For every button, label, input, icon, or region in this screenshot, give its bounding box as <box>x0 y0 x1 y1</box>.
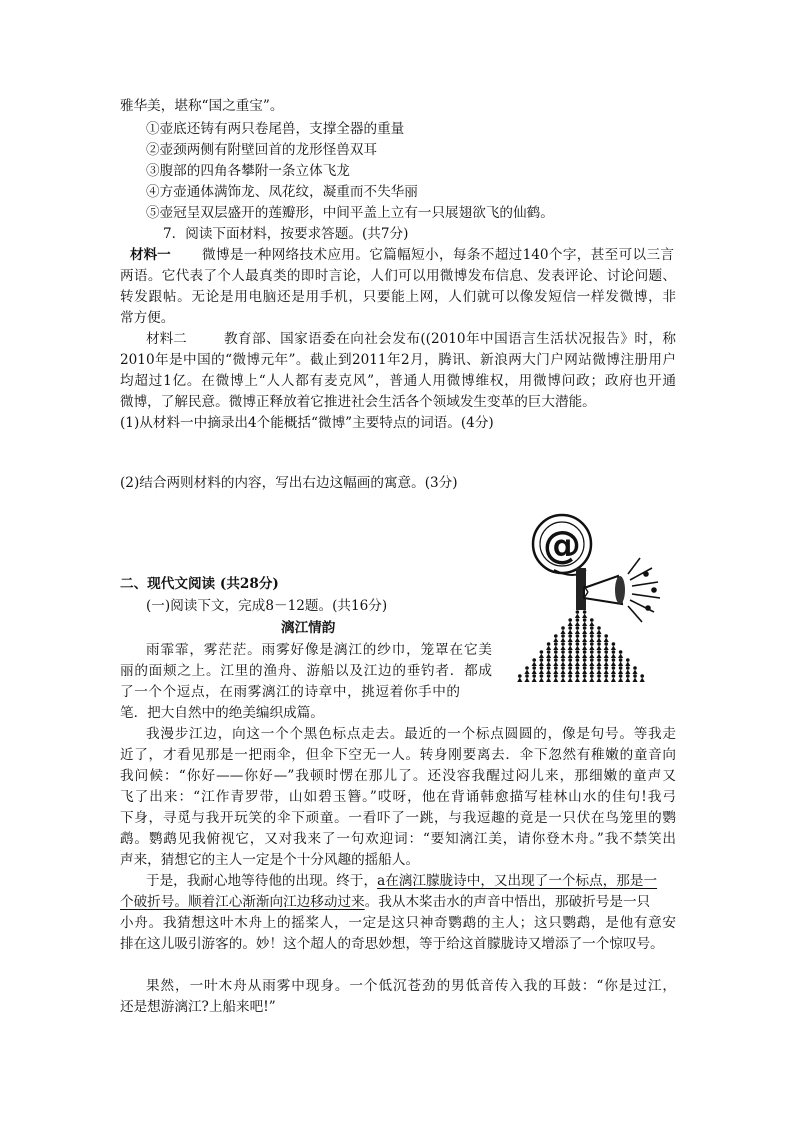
crowd-person-body <box>589 670 594 675</box>
crowd-person-head <box>525 666 529 670</box>
crowd-person-head <box>576 642 580 646</box>
crowd-person-head <box>568 650 572 654</box>
crowd-person-body <box>596 646 601 651</box>
crowd-person-head <box>590 666 594 670</box>
crowd-person-head <box>583 634 587 638</box>
option-1: ①壶底还铸有两只卷尾兽，支撑全器的重量 <box>146 121 405 137</box>
crowd-person-body <box>589 678 594 683</box>
p1-line-2: 丽的面颊之上。江里的渔舟、游船以及江边的垂钓者．都成 <box>120 663 492 679</box>
crowd-person-head <box>590 618 594 622</box>
crowd-person-head <box>583 674 587 678</box>
question-7: 7．阅读下面材料，按要求答题。(共7分) <box>163 226 409 242</box>
crowd-person-head <box>590 642 594 646</box>
crowd-person-body <box>604 638 609 643</box>
material-2-line-4: 微博，了解民意。微博正释放着它推进社会生活各个领域发生变革的巨大潜能。 <box>120 394 596 410</box>
p2-line-2: 近了，才看见那是一把雨伞，但伞下空无一人。转身刚要离去．伞下忽然有稚嫩的童音向 <box>120 747 676 763</box>
crowd-person-body <box>632 678 637 683</box>
p2-line-5: 下身，寻觅与我开玩笑的伞下顽童。一看吓了一跳，与我逗趣的竟是一只伏在鸟笼里的鹦 <box>120 810 676 826</box>
crowd-person-head <box>619 674 623 678</box>
crowd-person-head <box>612 650 616 654</box>
crowd-pyramid-icon <box>517 610 645 682</box>
p4-line-2: 还是想游漓江?上船来吧!” <box>120 999 276 1015</box>
crowd-person-body <box>532 662 537 667</box>
p3-line-3: 小舟。我猜想这叶木舟上的摇桨人，一定是这只神奇鹦鹉的主人；这只鹦鹉，是他有意安 <box>120 915 676 931</box>
crowd-person-body <box>575 630 580 635</box>
crowd-person-body <box>560 630 565 635</box>
intro-end-line: 雅华美，堪称“国之重宝”。 <box>120 98 284 114</box>
crowd-person-head <box>583 650 587 654</box>
p2-line-4: 飞了出来：“江作青罗带，山如碧玉簪。”哎呀，他在背诵韩愈描写桂林山水的佳句!我弓 <box>120 789 676 805</box>
crowd-person-body <box>553 638 558 643</box>
crowd-person-body <box>625 662 630 667</box>
crowd-person-head <box>554 650 558 654</box>
crowd-person-head <box>561 634 565 638</box>
crowd-person-body <box>553 662 558 667</box>
crowd-person-body <box>568 678 573 683</box>
crowd-person-body <box>618 654 623 659</box>
crowd-person-head <box>597 658 601 662</box>
crowd-person-head <box>590 634 594 638</box>
crowd-person-head <box>604 650 608 654</box>
material-2-line-3: 均超过1亿。在微博上“人人都有麦克风”，普通人用微博维权，用微博问政；政府也开通 <box>120 373 676 389</box>
crowd-person-head <box>568 642 572 646</box>
option-4: ④方壶通体满饰龙、凤花纹，凝重而不失华丽 <box>146 184 418 200</box>
crowd-person-body <box>611 654 616 659</box>
crowd-person-head <box>604 634 608 638</box>
crowd-person-head <box>583 610 587 614</box>
crowd-person-head <box>583 618 587 622</box>
p3-line-2 <box>120 892 650 912</box>
crowd-person-head <box>561 674 565 678</box>
crowd-person-head <box>612 666 616 670</box>
material-1-line-2: 两语。它代表了个人最真类的即时言论，人们可以用微博发布信息、发表评论、讨论问题、 <box>120 268 676 284</box>
crowd-person-body <box>582 630 587 635</box>
crowd-person-body <box>596 670 601 675</box>
crowd-person-body <box>539 654 544 659</box>
crowd-person-body <box>575 614 580 619</box>
p4-line-1: 果然，一叶木舟从雨雾中现身。一个低沉苍劲的男低音传入我的耳鼓：“你是过江， <box>146 978 676 994</box>
crowd-person-body <box>560 654 565 659</box>
crowd-person-body <box>568 670 573 675</box>
crowd-person-head <box>576 610 580 614</box>
crowd-person-head <box>576 674 580 678</box>
crowd-person-body <box>589 646 594 651</box>
crowd-person-body <box>560 670 565 675</box>
crowd-person-head <box>640 674 644 678</box>
crowd-person-head <box>554 674 558 678</box>
crowd-person-body <box>582 678 587 683</box>
crowd-person-body <box>589 622 594 627</box>
crowd-person-head <box>576 618 580 622</box>
crowd-person-head <box>568 666 572 670</box>
at-symbol: @ <box>543 523 581 567</box>
question-7-1: (1)从材料一中摘录出4个能概括“微博”主要特点的词语。(4分) <box>120 415 494 431</box>
crowd-person-head <box>583 666 587 670</box>
crowd-person-head <box>561 626 565 630</box>
crowd-person-body <box>575 622 580 627</box>
crowd-person-head <box>633 666 637 670</box>
megaphone-icon <box>576 568 625 610</box>
crowd-person-head <box>540 650 544 654</box>
p3-line-1-text: 于是，我耐心地等待他的出现。终于， <box>146 873 378 889</box>
crowd-person-head <box>597 634 601 638</box>
crowd-person-head <box>633 674 637 678</box>
p1-line-4: 笔．把大自然中的绝美编织成篇。 <box>120 705 324 721</box>
crowd-person-head <box>619 666 623 670</box>
crowd-person-head <box>547 642 551 646</box>
crowd-person-body <box>582 662 587 667</box>
crowd-person-body <box>560 678 565 683</box>
crowd-person-body <box>604 654 609 659</box>
crowd-person-head <box>554 634 558 638</box>
crowd-person-head <box>619 650 623 654</box>
crowd-person-body <box>625 670 630 675</box>
p3-underlined-a-part-2: 个破折号。顺着江心渐渐向江边移动过来 <box>120 894 365 910</box>
crowd-person-body <box>611 646 616 651</box>
option-2: ②壶颈两侧有附壁回首的龙形怪兽双耳 <box>146 142 378 158</box>
weibo-cartoon-image <box>514 512 666 684</box>
crowd-person-body <box>575 638 580 643</box>
crowd-person-head <box>576 650 580 654</box>
crowd-person-body <box>575 678 580 683</box>
crowd-person-body <box>568 638 573 643</box>
material-1-line-3: 转发跟帖。无论是用电脑还是用手机，只要能上网，人们就可以像发短信一样发微博，非 <box>120 289 676 305</box>
crowd-person-body <box>568 662 573 667</box>
p3-line-1 <box>146 871 657 891</box>
crowd-person-body <box>604 670 609 675</box>
crowd-person-body <box>560 638 565 643</box>
crowd-person-body <box>575 670 580 675</box>
crowd-person-head <box>568 626 572 630</box>
p2-line-3: 我问候：“你好——你好—”我顿时愣在那儿了。还没容我醒过闷儿来，那细嫩的童声又 <box>120 768 676 784</box>
crowd-person-body <box>596 630 601 635</box>
crowd-person-head <box>576 626 580 630</box>
crowd-person-head <box>561 666 565 670</box>
crowd-person-head <box>568 674 572 678</box>
crowd-person-body <box>517 678 522 683</box>
material-2-label: 材料二 <box>146 331 187 347</box>
crowd-person-head <box>612 658 616 662</box>
crowd-person-head <box>597 666 601 670</box>
crowd-person-body <box>640 678 645 683</box>
crowd-person-head <box>547 650 551 654</box>
crowd-person-head <box>547 658 551 662</box>
p3-line-4: 排在这儿吸引游客的。妙！这个超人的奇思妙想，等于给这首朦胧诗又增添了一个惊叹号。 <box>120 936 664 952</box>
crowd-person-body <box>553 670 558 675</box>
sound-rays-icon <box>628 558 660 622</box>
crowd-person-body <box>625 678 630 683</box>
crowd-person-body <box>546 646 551 651</box>
crowd-person-head <box>576 634 580 638</box>
crowd-person-head <box>532 666 536 670</box>
p1-line-3: 了一个个逗点，在雨雾漓江的诗章中，挑逗着你手中的 <box>120 684 460 700</box>
crowd-person-head <box>583 642 587 646</box>
material-2-line-1: 教育部、国家语委在向社会发布((2010年中国语言生活状况报告》时，称 <box>224 331 676 347</box>
section-2-heading: 二、现代文阅读 (共28分) <box>120 576 279 592</box>
at-sign-icon <box>533 515 591 575</box>
crowd-person-body <box>589 638 594 643</box>
crowd-person-body <box>553 678 558 683</box>
crowd-person-head <box>540 658 544 662</box>
crowd-person-body <box>632 670 637 675</box>
crowd-person-body <box>568 654 573 659</box>
crowd-person-body <box>582 622 587 627</box>
crowd-person-body <box>589 630 594 635</box>
crowd-person-body <box>596 662 601 667</box>
crowd-person-head <box>604 674 608 678</box>
p1-line-1: 雨霏霏，雾茫茫。雨雾好像是漓江的纱巾，笼罩在它美 <box>146 642 492 658</box>
crowd-person-body <box>524 670 529 675</box>
part-1-instructions: (一)阅读下文，完成8－12题。(共16分) <box>146 598 388 614</box>
crowd-person-head <box>619 658 623 662</box>
crowd-person-body <box>553 646 558 651</box>
crowd-person-head <box>604 642 608 646</box>
crowd-person-head <box>597 674 601 678</box>
crowd-person-head <box>583 658 587 662</box>
crowd-person-body <box>582 654 587 659</box>
crowd-person-head <box>554 642 558 646</box>
crowd-person-head <box>540 674 544 678</box>
essay-title: 漓江情韵 <box>281 620 336 636</box>
crowd-person-head <box>626 674 630 678</box>
crowd-person-body <box>524 678 529 683</box>
crowd-person-head <box>540 666 544 670</box>
crowd-person-body <box>575 646 580 651</box>
crowd-person-head <box>547 666 551 670</box>
crowd-person-head <box>561 650 565 654</box>
crowd-person-head <box>597 650 601 654</box>
crowd-person-head <box>568 618 572 622</box>
crowd-person-body <box>532 678 537 683</box>
crowd-person-head <box>604 666 608 670</box>
crowd-person-body <box>618 670 623 675</box>
crowd-person-head <box>518 674 522 678</box>
crowd-person-head <box>612 642 616 646</box>
crowd-person-body <box>596 678 601 683</box>
crowd-person-head <box>525 674 529 678</box>
crowd-person-body <box>582 646 587 651</box>
crowd-person-head <box>597 626 601 630</box>
crowd-person-body <box>604 678 609 683</box>
crowd-person-head <box>554 666 558 670</box>
crowd-person-body <box>568 646 573 651</box>
crowd-person-body <box>553 654 558 659</box>
option-5: ⑤壶冠呈双层盛开的莲瓣形，中间平盖上立有一只展翅欲飞的仙鹤。 <box>146 205 554 221</box>
crowd-person-head <box>576 666 580 670</box>
p2-line-6: 鹉。鹦鹉见我俯视它，又对我来了一句欢迎词：“要知漓江美，请你登木舟。”我不禁笑出 <box>120 831 676 847</box>
crowd-person-body <box>596 638 601 643</box>
crowd-person-body <box>532 670 537 675</box>
crowd-person-body <box>596 654 601 659</box>
crowd-person-body <box>560 662 565 667</box>
crowd-person-body <box>604 646 609 651</box>
crowd-person-head <box>590 626 594 630</box>
crowd-person-head <box>612 674 616 678</box>
material-1-label: 材料一 <box>130 247 171 263</box>
crowd-person-head <box>597 642 601 646</box>
material-1-line-1: 微博是一种网络技术应用。它篇幅短小，每条不超过140个字，甚至可以三言 <box>202 247 674 263</box>
crowd-person-head <box>561 642 565 646</box>
crowd-person-body <box>589 662 594 667</box>
crowd-person-body <box>611 678 616 683</box>
crowd-person-head <box>604 658 608 662</box>
crowd-person-head <box>626 666 630 670</box>
crowd-person-body <box>568 622 573 627</box>
crowd-person-head <box>554 658 558 662</box>
crowd-person-body <box>546 670 551 675</box>
crowd-person-body <box>604 662 609 667</box>
crowd-person-head <box>568 658 572 662</box>
crowd-person-body <box>611 662 616 667</box>
crowd-person-head <box>590 674 594 678</box>
question-7-2: (2)结合两则材料的内容，写出右边这幅画的寓意。(3分) <box>120 475 458 491</box>
p2-line-1: 我漫步江边，向这一个个黑色标点走去。最近的一个标点圆圆的，像是句号。等我走 <box>146 726 676 742</box>
crowd-person-body <box>546 662 551 667</box>
crowd-person-head <box>576 658 580 662</box>
crowd-person-body <box>618 662 623 667</box>
crowd-person-body <box>589 654 594 659</box>
crowd-person-body <box>546 678 551 683</box>
crowd-person-body <box>546 654 551 659</box>
crowd-person-head <box>547 674 551 678</box>
crowd-person-head <box>568 634 572 638</box>
crowd-person-body <box>582 614 587 619</box>
material-1-line-4: 常方便。 <box>120 310 175 326</box>
option-3: ③腹部的四角各攀附一条立体飞龙 <box>146 163 350 179</box>
material-2-line-2: 2010年是中国的“微博元年”。截止到2011年2月，腾讯、新浪两大门户网站微博注册用户 <box>120 352 676 368</box>
crowd-person-head <box>532 674 536 678</box>
crowd-person-head <box>626 658 630 662</box>
p2-line-7: 声来，猜想它的主人一定是个十分风趣的摇船人。 <box>120 852 420 868</box>
crowd-person-body <box>568 630 573 635</box>
crowd-person-head <box>590 658 594 662</box>
crowd-person-head <box>532 658 536 662</box>
crowd-person-body <box>618 678 623 683</box>
crowd-person-body <box>582 638 587 643</box>
crowd-person-body <box>582 670 587 675</box>
crowd-person-head <box>590 650 594 654</box>
p3-line-2-text: 。我从木桨击水的声音中悟出，那破折号是一只 <box>364 894 651 910</box>
crowd-person-body <box>611 670 616 675</box>
crowd-person-head <box>583 626 587 630</box>
crowd-person-body <box>575 662 580 667</box>
crowd-person-body <box>560 646 565 651</box>
crowd-person-body <box>539 678 544 683</box>
crowd-person-body <box>575 654 580 659</box>
crowd-person-body <box>539 670 544 675</box>
p3-underlined-a-part-1: a在漓江朦胧诗中，又出现了一个标点，那是一 <box>377 873 658 889</box>
crowd-person-head <box>561 658 565 662</box>
crowd-person-body <box>539 662 544 667</box>
